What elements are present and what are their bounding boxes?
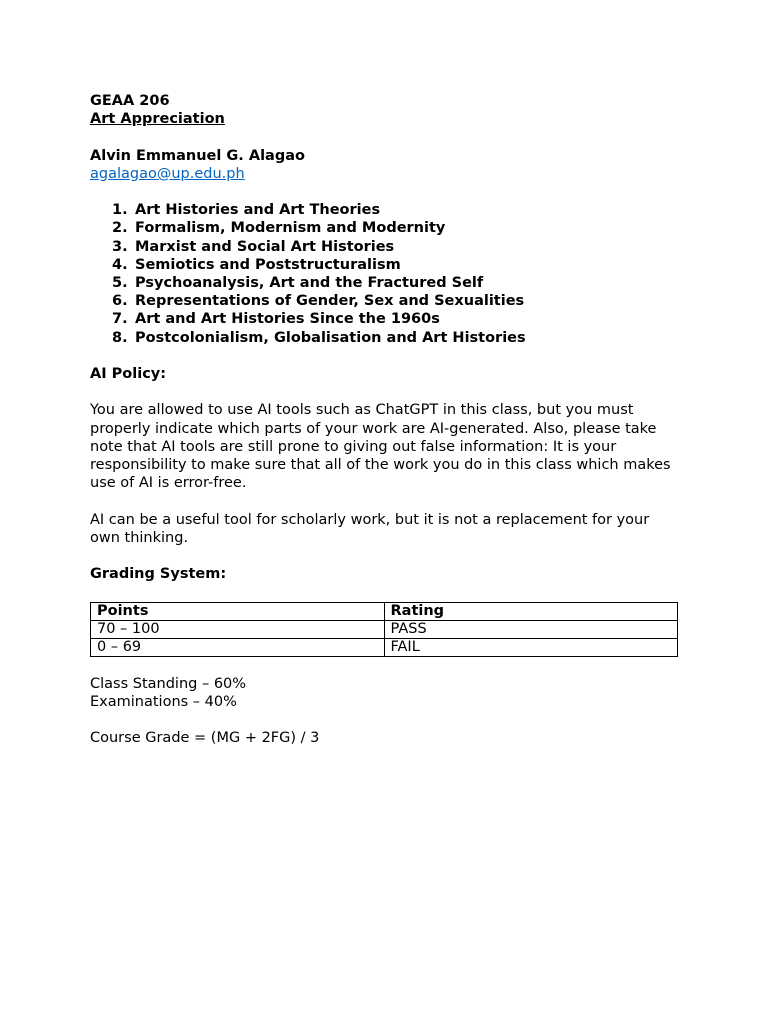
topic-item: Art Histories and Art Theories [135,202,381,219]
topic-list [90,201,680,347]
grading-heading: Grading System: [90,566,227,583]
ai-policy-note: AI can be a useful tool for scholarly work, but it is not a replacement for your own thinking. [90,511,650,546]
table-header-row [91,602,678,620]
grading-table [90,602,678,657]
spacer [90,711,680,729]
course-code: GEAA 206 [90,93,170,109]
topic-item: Postcolonialism, Globalisation and Art Histories [135,329,526,346]
topic-item: Art and Art Histories Since the 1960s [135,311,440,328]
ai-policy-heading: AI Policy: [90,366,167,382]
topic-item: Semiotics and Poststructuralism [135,256,401,273]
rating-cell: PASS [384,620,678,638]
spacer [90,547,680,565]
column-header-points: Points [91,602,385,620]
spacer [90,128,680,146]
course-title: Art Appreciation [90,111,225,128]
spacer [90,492,680,510]
spacer [90,347,680,365]
topic-item: Psychoanalysis, Art and the Fractured Self [135,275,484,291]
spacer [90,583,680,601]
points-cell: 0 – 69 [91,638,385,656]
rating-cell: FAIL [384,638,678,656]
examinations-weight: Examinations – 40% [90,693,237,710]
table-row [91,620,678,638]
spacer [90,183,680,201]
class-standing-weight: Class Standing – 60% [90,675,247,692]
spacer [90,657,680,675]
spacer [90,383,680,401]
column-header-rating: Rating [384,602,678,620]
syllabus-document [90,92,680,748]
ai-policy-paragraph: You are allowed to use AI tools such as ChatGPT in this class, but you must properly indicate which parts of your work are AI-generated. Also, please take note that AI tools are still prone to giving out false information: It is your responsibility to make sure that all of the work you do in this class which makes use of AI is error-free. [90,402,671,492]
topic-item: Formalism, Modernism and Modernity [135,220,446,237]
instructor-email-link[interactable]: agalagao@up.edu.ph [90,165,245,182]
points-cell: 70 – 100 [91,620,385,638]
table-row [91,638,678,656]
topic-item: Marxist and Social Art Histories [135,238,395,255]
topic-item: Representations of Gender, Sex and Sexualities [135,293,525,310]
course-grade-formula: Course Grade = (MG + 2FG) / 3 [90,730,320,747]
instructor-name: Alvin Emmanuel G. Alagao [90,147,305,164]
